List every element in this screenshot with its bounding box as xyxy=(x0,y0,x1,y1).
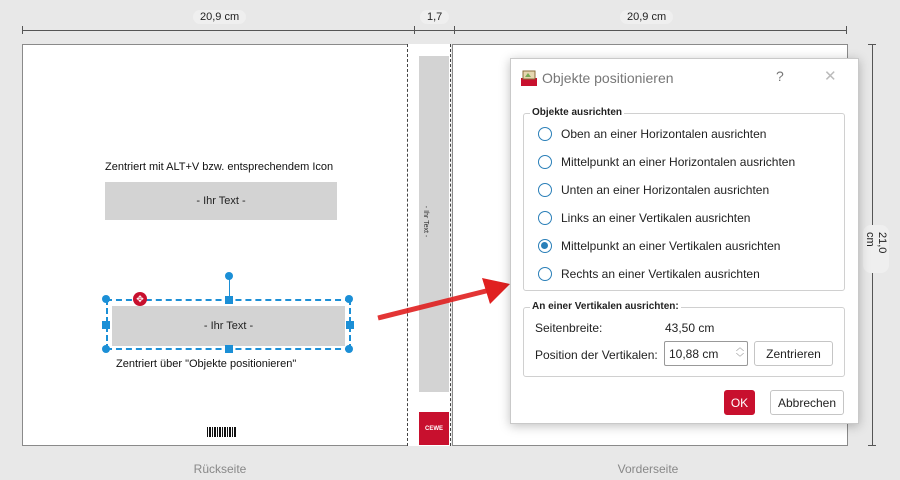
back-page[interactable] xyxy=(22,44,415,446)
radio-button[interactable] xyxy=(538,183,552,197)
radio-option-2[interactable] xyxy=(538,180,769,200)
position-stepper[interactable] xyxy=(664,341,748,366)
spine-text: - Ihr Text - xyxy=(422,205,430,238)
radio-button[interactable] xyxy=(538,211,552,225)
handle-bottom-center[interactable] xyxy=(225,345,233,353)
radio-button[interactable] xyxy=(538,127,552,141)
hint-top: Zentriert mit ALT+V bzw. entsprechendem Icon xyxy=(105,161,334,173)
radio-option-3[interactable] xyxy=(538,208,750,228)
selection-frame[interactable] xyxy=(106,299,351,350)
radio-label: Oben an einer Horizontalen ausrichten xyxy=(561,127,767,141)
vertical-group-title: An einer Vertikalen ausrichten: xyxy=(532,301,679,312)
center-button[interactable]: Zentrieren xyxy=(754,341,833,366)
page-width-value: 43,50 cm xyxy=(665,321,715,335)
stepper-arrows-icon[interactable]: ︿ ﹀ xyxy=(736,343,744,362)
radio-label: Rechts an einer Vertikalen ausrichten xyxy=(561,267,760,281)
radio-option-1[interactable] xyxy=(538,152,795,172)
radio-button[interactable] xyxy=(538,267,552,281)
radio-option-5[interactable] xyxy=(538,264,760,284)
cancel-button[interactable]: Abbrechen xyxy=(770,390,844,415)
help-icon[interactable]: ? xyxy=(776,68,784,84)
handle-mid-left[interactable] xyxy=(102,321,110,329)
pointer-arrow xyxy=(370,270,520,330)
textbox-top[interactable]: - Ihr Text - xyxy=(105,182,337,220)
front-width-label: 20,9 cm xyxy=(620,10,673,24)
spine-width-label: 1,7 xyxy=(420,10,449,24)
align-group-title: Objekte ausrichten xyxy=(532,107,623,118)
dim-tick xyxy=(22,26,23,34)
dim-tick xyxy=(868,445,876,446)
handle-bottom-left[interactable] xyxy=(102,345,110,353)
radio-label: Unten an einer Horizontalen ausrichten xyxy=(561,183,770,197)
position-label: Position der Vertikalen: xyxy=(535,348,658,362)
dialog-app-icon xyxy=(520,69,538,87)
textbox-selected[interactable]: - Ihr Text - xyxy=(112,306,345,346)
objects-position-dialog xyxy=(510,58,859,424)
height-label: 21,0 cm xyxy=(863,225,889,273)
handle-top-center[interactable] xyxy=(225,296,233,304)
radio-label: Mittelpunkt an einer Vertikalen ausrichten xyxy=(561,239,781,253)
close-icon[interactable]: ✕ xyxy=(824,68,837,85)
barcode-icon xyxy=(207,427,237,437)
ok-button[interactable]: OK xyxy=(724,390,755,415)
handle-mid-right[interactable] xyxy=(346,321,354,329)
width-dimension-line xyxy=(22,30,846,31)
rotate-handle[interactable] xyxy=(225,272,233,280)
dialog-title: Objekte positionieren xyxy=(542,70,674,86)
radio-option-4[interactable] xyxy=(538,236,780,256)
handle-top-left[interactable] xyxy=(102,295,110,303)
dim-tick xyxy=(454,26,455,34)
radio-label: Mittelpunkt an einer Horizontalen ausrichten xyxy=(561,155,796,169)
radio-button-selected[interactable] xyxy=(538,239,552,253)
radio-button[interactable] xyxy=(538,155,552,169)
front-page-caption: Vorderseite xyxy=(617,462,679,476)
back-page-caption: Rückseite xyxy=(193,462,247,476)
dim-tick xyxy=(414,26,415,34)
position-value: 10,88 cm xyxy=(669,346,719,361)
back-width-label: 20,9 cm xyxy=(193,10,246,24)
move-icon[interactable]: ✥ xyxy=(133,292,147,306)
page-width-label: Seitenbreite: xyxy=(535,321,603,335)
handle-bottom-right[interactable] xyxy=(345,345,353,353)
dim-tick xyxy=(868,44,876,45)
handle-top-right[interactable] xyxy=(345,295,353,303)
dim-tick xyxy=(846,26,847,34)
spine-logo: CEWE xyxy=(419,412,449,445)
radio-option-0[interactable] xyxy=(538,124,766,144)
hint-bottom: Zentriert über "Objekte positionieren" xyxy=(116,358,297,370)
radio-label: Links an einer Vertikalen ausrichten xyxy=(561,211,751,225)
